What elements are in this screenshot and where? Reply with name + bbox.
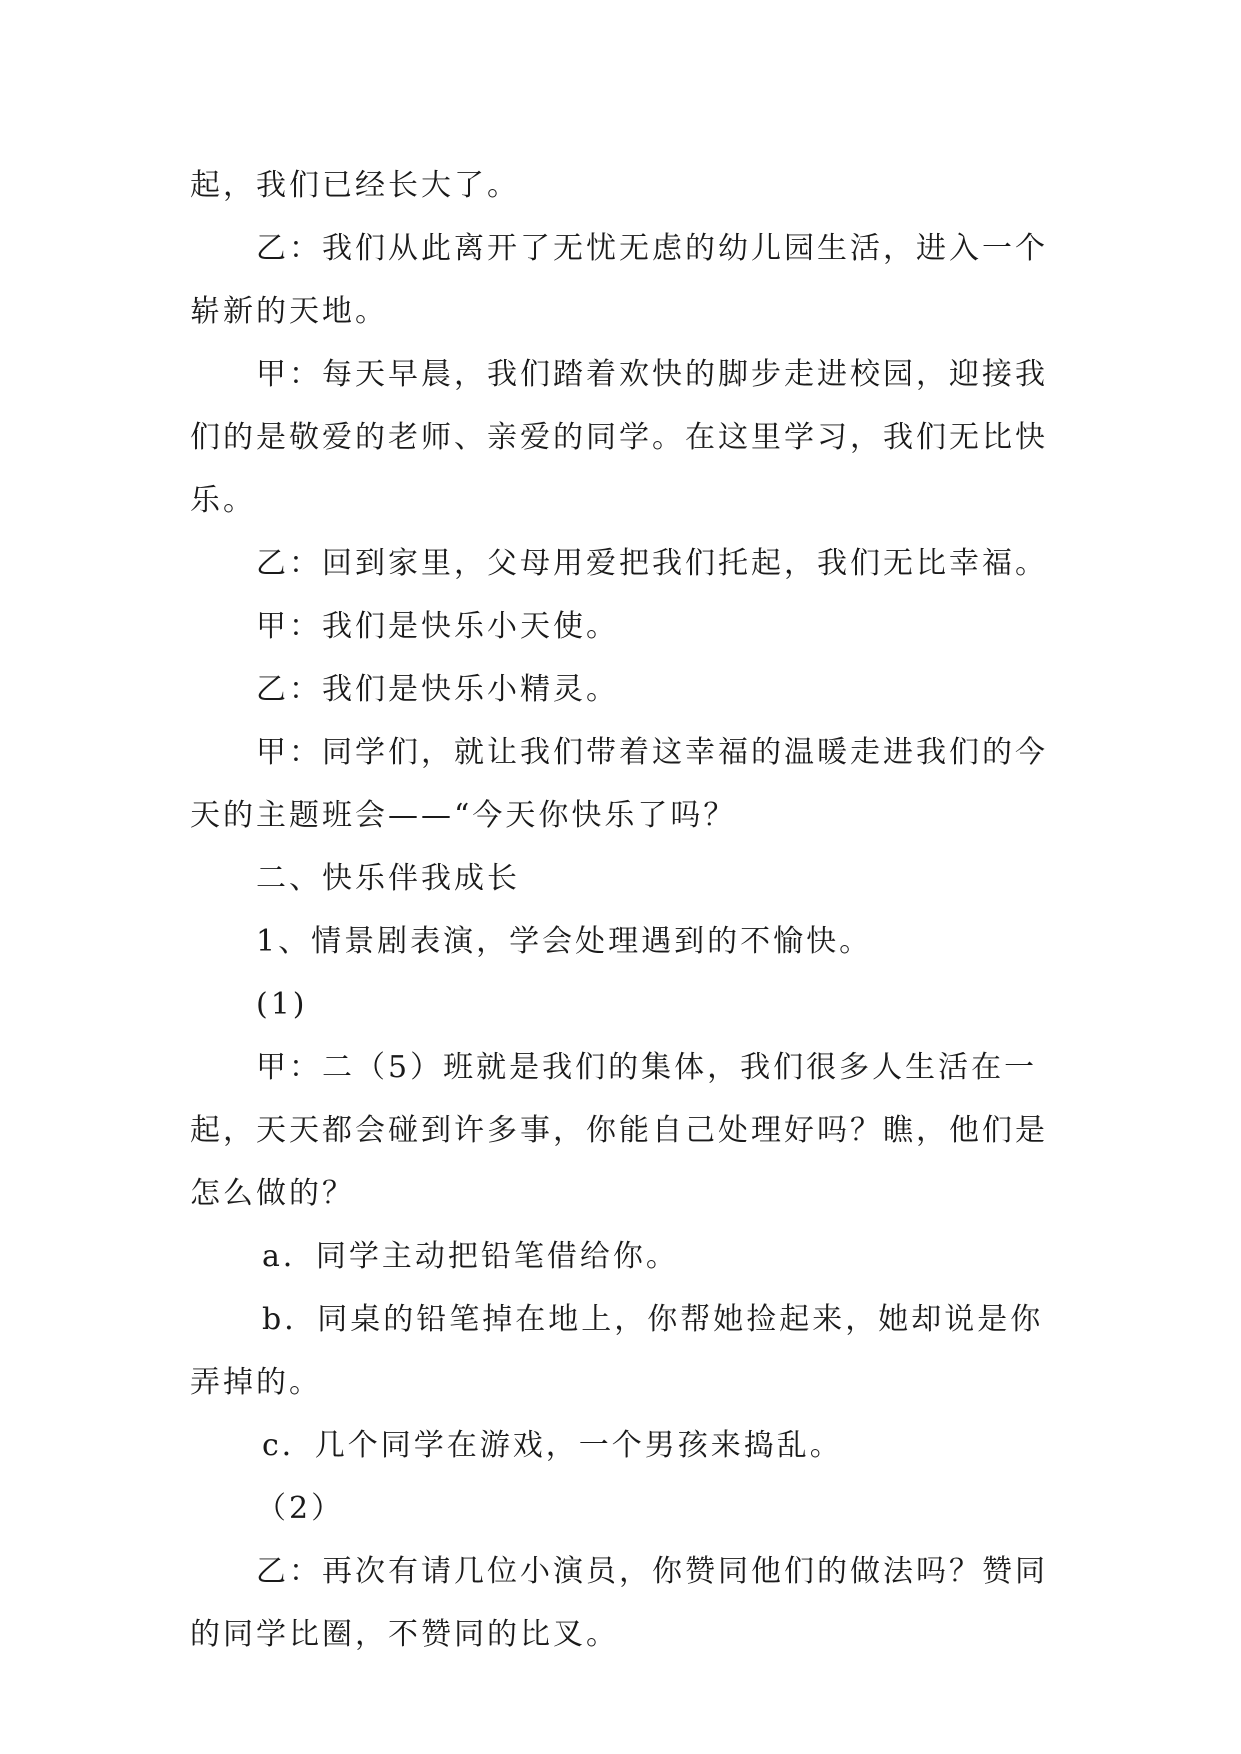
text-line: 乙：回到家里，父母用爱把我们托起，我们无比幸福。	[256, 546, 1048, 581]
text-line: 乙：我们是快乐小精灵。	[256, 672, 619, 707]
text-line: 怎么做的？	[190, 1176, 355, 1211]
list-item: c．几个同学在游戏，一个男孩来捣乱。	[262, 1428, 843, 1463]
text-line: 乙：再次有请几位小演员，你赞同他们的做法吗？赞同	[256, 1554, 1048, 1589]
text-line: 甲：我们是快乐小天使。	[256, 609, 619, 644]
text-line: 甲：每天早晨，我们踏着欢快的脚步走进校园，迎接我	[256, 357, 1048, 392]
section-heading: 二、快乐伴我成长	[256, 861, 520, 896]
text-line: 甲：同学们，就让我们带着这幸福的温暖走进我们的今	[256, 735, 1048, 770]
text-line: 起，我们已经长大了。	[190, 168, 520, 203]
text-line: 弄掉的。	[190, 1365, 322, 1400]
list-item: a．同学主动把铅笔借给你。	[262, 1239, 679, 1274]
item-number: （2）	[256, 1491, 345, 1526]
document-body	[190, 154, 1060, 1666]
item-number: (1)	[256, 987, 308, 1022]
subsection-heading: 1、情景剧表演，学会处理遇到的不愉快。	[256, 924, 873, 959]
text-line: 的同学比圈，不赞同的比叉。	[190, 1617, 619, 1652]
text-line: 乐。	[190, 483, 256, 518]
text-line: 乙：我们从此离开了无忧无虑的幼儿园生活，进入一个	[256, 231, 1048, 266]
text-line: 崭新的天地。	[190, 294, 388, 329]
list-item: b．同桌的铅笔掉在地上，你帮她捡起来，她却说是你	[262, 1302, 1044, 1337]
text-line: 们的是敬爱的老师、亲爱的同学。在这里学习，我们无比快	[190, 420, 1048, 455]
text-line: 天的主题班会——“今天你快乐了吗？	[190, 798, 737, 833]
text-line: 甲：二（5）班就是我们的集体，我们很多人生活在一	[256, 1050, 1038, 1085]
text-line: 起，天天都会碰到许多事，你能自己处理好吗？瞧，他们是	[190, 1113, 1048, 1148]
